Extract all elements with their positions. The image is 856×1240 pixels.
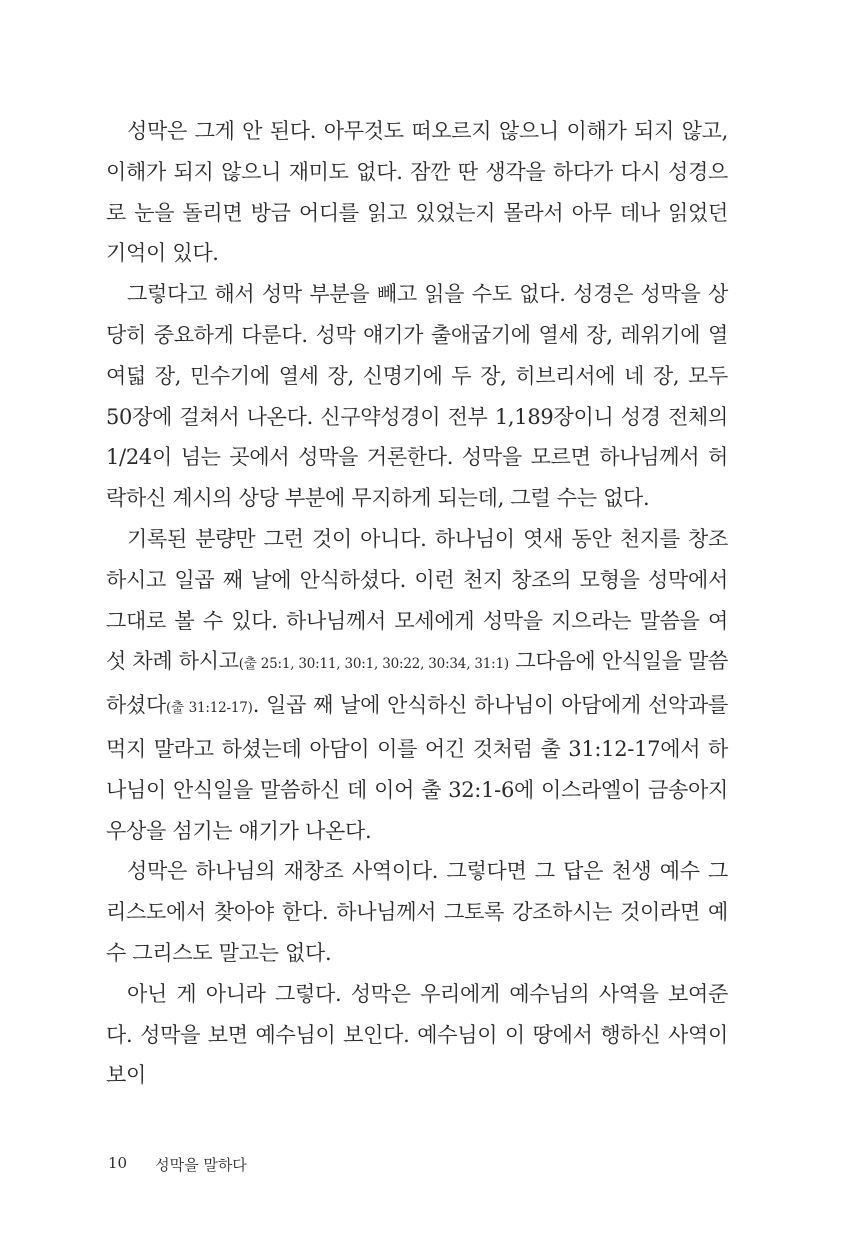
- scripture-reference-1: (출 25:1, 30:11, 30:1, 30:22, 30:34, 31:1): [238, 656, 509, 673]
- paragraph-3: [106, 519, 728, 851]
- paragraph-3-part-1: 기록된 분량만 그런 것이 아니다. 하나님이 엿새 동안 천지를 창조하시고 일곱 째 날에 안식하셨다. 이런 천지 창조의 모형을 성막에서 그대로 볼 수 있다. 하나님께서 모세에게 성막을 지으라는 말씀을 여섯 차례 하시고: [106, 526, 728, 674]
- body-text: [106, 111, 728, 1096]
- paragraph-4: 성막은 하나님의 재창조 사역이다. 그렇다면 그 답은 천생 예수 그리스도에서 찾아야 한다. 하나님께서 그토록 강조하시는 것이라면 예수 그리스도 말고는 없다.: [106, 859, 728, 965]
- paragraph-2: 그렇다고 해서 성막 부분을 빼고 읽을 수도 없다. 성경은 성막을 상당히 중요하게 다룬다. 성막 얘기가 출애굽기에 열세 장, 레위기에 열여덟 장, 민수기에 열세 장, 신명기에 두 장, 히브리서에 네 장, 모두 50장에 걸쳐서 나온다. 신구약성경이 전부 1,189장이니 성경 전체의 1/24이 넘는 곳에서 성막을 거론한다. 성막을 모르면 하나님께서 허락하신 계시의 상당 부분에 무지하게 되는데, 그럴 수는 없다.: [106, 282, 728, 511]
- scripture-reference-2: (출 31:12-17): [165, 700, 253, 717]
- paragraph-3-part-2: 그다음에 안식일을 말씀하셨다: [106, 649, 728, 718]
- paragraph-5: 아닌 게 아니라 그렇다. 성막은 우리에게 예수님의 사역을 보여준다. 성막을 보면 예수님이 보인다. 예수님이 이 땅에서 행하신 사역이 보이: [106, 981, 728, 1088]
- running-title: 성막을 말하다: [155, 1156, 247, 1174]
- paragraph-1: 성막은 그게 안 된다. 아무것도 떠오르지 않으니 이해가 되지 않고, 이해가 되지 않으니 재미도 없다. 잠깐 딴 생각을 하다가 다시 성경으로 눈을 돌리면 방금 어디를 읽고 있었는지 몰라서 아무 데나 읽었던 기억이 있다.: [106, 119, 728, 266]
- page-footer: [108, 1154, 247, 1175]
- page-number: 10: [108, 1154, 128, 1172]
- paragraph-3-part-3: . 일곱 째 날에 안식하신 하나님이 아담에게 선악과를 먹지 말라고 하셨는데 아담이 이를 어긴 것처럼 출 31:12-17에서 하나님이 안식일을 말씀하신 데 이어 출 32:1-6에 이스라엘이 금송아지 우상을 섬기는 얘기가 나온다.: [106, 693, 728, 843]
